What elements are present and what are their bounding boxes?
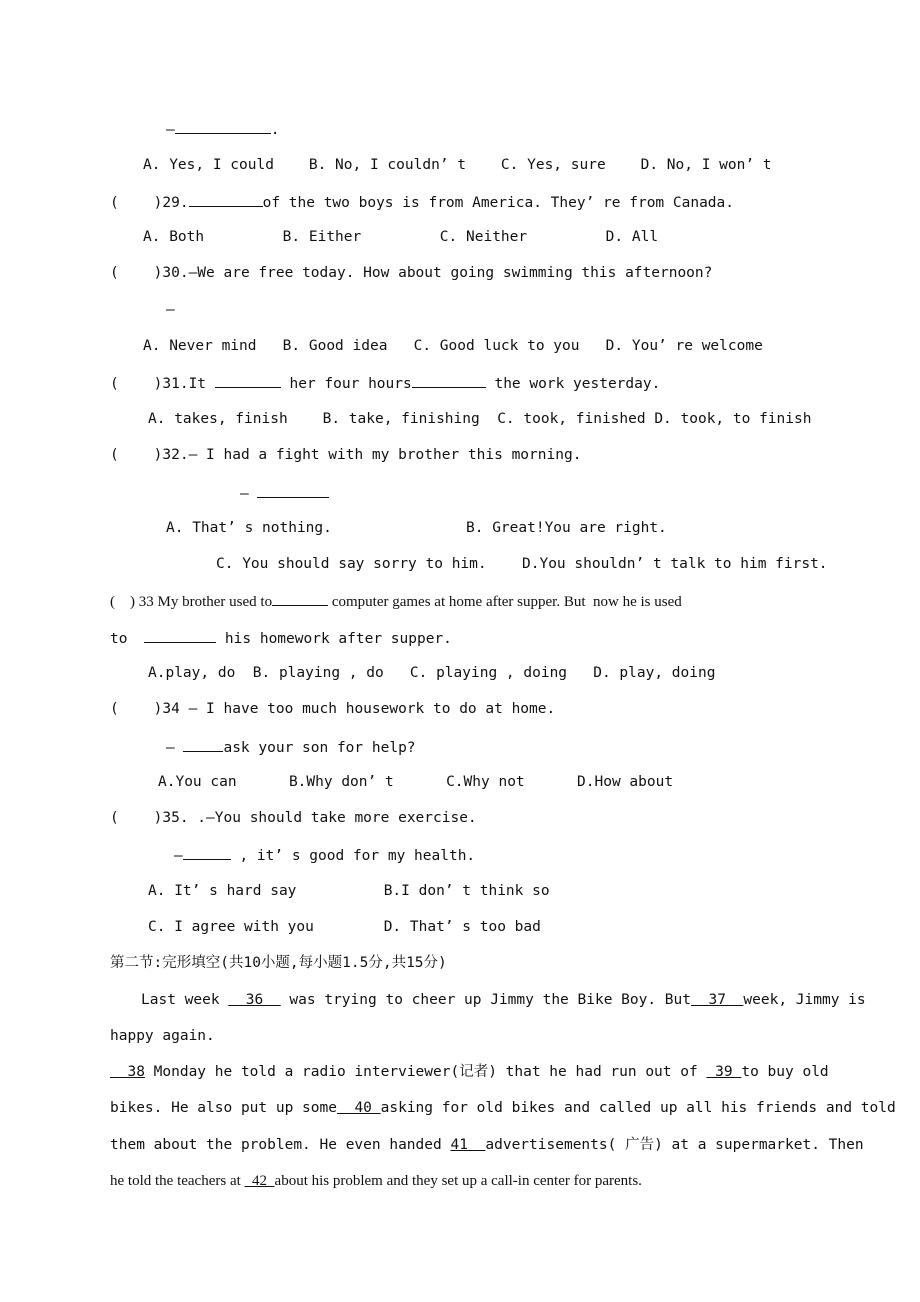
blank-38: 38	[110, 1064, 145, 1080]
answer-blank	[272, 590, 328, 606]
q28-options: A. Yes, I could B. No, I couldn’ t C. Yes, sure D. No, I won’ t	[143, 157, 772, 173]
cloze-line-6: he told the teachers at 42 about his problem and they set up a call-in center for parents.	[110, 1173, 642, 1189]
section-heading: 第二节:完形填空(共10小题,每小题1.5分,共15分)	[110, 955, 447, 971]
blank-39: 39	[706, 1064, 742, 1080]
q33-options: A.play, do B. playing , do C. playing , doing D. play, doing	[148, 665, 716, 681]
answer-paren: ( )	[110, 376, 163, 392]
q35-options-line1: A. It’ s hard say B.I don’ t think so	[148, 883, 550, 899]
q30-stem: ( )30.—We are free today. How about going swimming this afternoon?	[110, 265, 713, 281]
q33-stem-line2: to his homework after supper.	[110, 627, 920, 647]
q34-stem: ( )34 — I have too much housework to do at home.	[110, 701, 556, 717]
q31-options: A. takes, finish B. take, finishing C. took, finished D. took, to finish	[148, 411, 812, 427]
q32-response: —	[240, 482, 920, 502]
answer-blank	[257, 482, 329, 498]
q29-stem: ( )29. of the two boys is from America. They’ re from Canada.	[110, 191, 920, 211]
answer-blank	[183, 844, 231, 860]
q31-stem: ( )31.It her four hours the work yesterday.	[110, 372, 920, 392]
q34-options: A.You can B.Why don’ t C.Why not D.How about	[158, 774, 674, 790]
blank-37: 37	[691, 992, 744, 1008]
answer-blank	[215, 372, 281, 388]
answer-blank	[189, 191, 263, 207]
q35-response: — , it’ s good for my health.	[174, 844, 920, 864]
answer-blank	[144, 627, 216, 643]
q32-stem: ( )32.— I had a fight with my brother this morning.	[110, 447, 582, 463]
cloze-line-1: Last week 36 was trying to cheer up Jimmy the Bike Boy. But 37 week, Jimmy is	[141, 992, 866, 1008]
q33-stem: ( ) 33 My brother used to computer games at home after supper. But now he is used	[110, 590, 920, 610]
q32-option-b: B. Great!You are right.	[466, 520, 667, 536]
cloze-line-5: them about the problem. He even handed 41 advertisements( 广告) at a supermarket. Then	[110, 1137, 864, 1153]
answer-paren: ( )	[110, 195, 163, 211]
answer-paren: ( )	[110, 810, 163, 826]
q28-response: — .	[166, 118, 920, 138]
answer-paren: ( )	[110, 265, 163, 281]
blank-42: 42	[244, 1173, 275, 1189]
cloze-line-3: 38 Monday he told a radio interviewer(记者) that he had run out of 39 to buy old	[110, 1064, 829, 1080]
q35-options-line2: C. I agree with you D. That’ s too bad	[148, 919, 541, 935]
q32-option-a: A. That’ s nothing.	[166, 520, 332, 536]
q30-options: A. Never mind B. Good idea C. Good luck to you D. You’ re welcome	[143, 338, 763, 354]
answer-blank	[175, 118, 271, 134]
answer-blank	[412, 372, 486, 388]
cloze-line-2: happy again.	[110, 1028, 215, 1044]
blank-36: 36	[228, 992, 281, 1008]
blank-41: 41	[450, 1137, 486, 1153]
answer-blank	[183, 736, 223, 752]
cloze-line-4: bikes. He also put up some 40 asking for old bikes and called up all his friends and told	[110, 1100, 896, 1116]
q32-option-c: C. You should say sorry to him.	[216, 556, 487, 572]
answer-paren: ( )	[110, 447, 163, 463]
q29-options: A. Both B. Either C. Neither D. All	[143, 229, 659, 245]
q32-option-d: D.You shouldn’ t talk to him first.	[522, 556, 828, 572]
q35-stem: ( )35. .—You should take more exercise.	[110, 810, 477, 826]
q30-response: —	[166, 302, 175, 318]
blank-40: 40	[336, 1100, 381, 1116]
q34-response: — ask your son for help?	[166, 736, 920, 756]
answer-paren: ( )	[110, 701, 163, 717]
answer-paren: ( )	[110, 594, 135, 610]
